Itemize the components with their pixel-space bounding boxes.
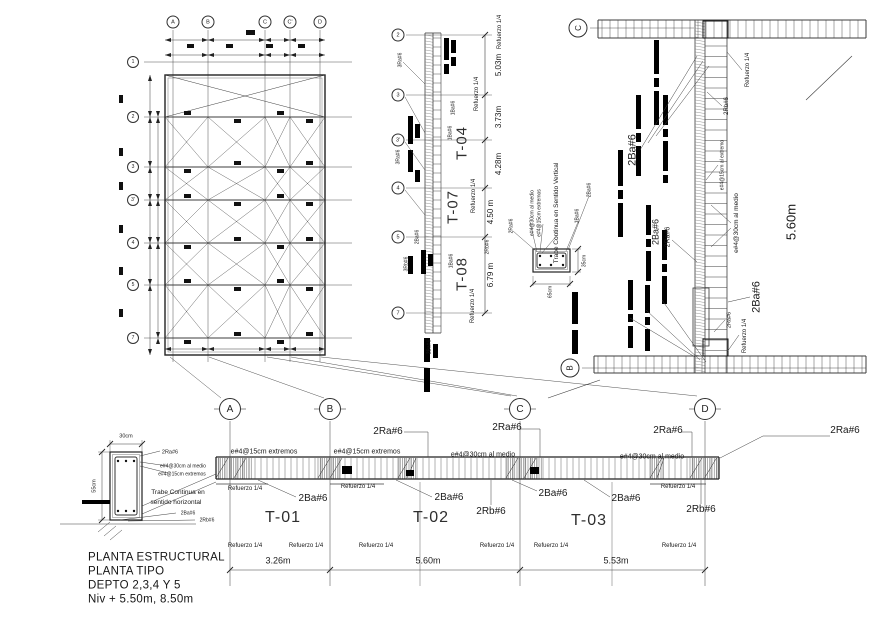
rebar-label: 1Ba#6 [447,125,454,141]
stirrup-note: e#4@30cm al medio [732,193,740,253]
grid-bubble-row-2: 2 [127,111,139,123]
rebar-label: 2Ba#6 [298,493,328,504]
rebar-label: 2Ra#6 [653,425,683,436]
stirrup-note: e#4@15cm extremos [333,448,401,456]
span-dim: 5.60m [415,555,441,566]
refuerzo-note: Refuerzo 1/4 [661,543,697,549]
refuerzo-note: Refuerzo 1/4 [288,543,324,549]
drawing-title-line-2: PLANTA TIPO [88,565,165,578]
grid-bubble-col-cp: C' [284,16,297,29]
section-dim-height: 55cm [91,479,98,493]
mid-bubble-4: 4 [392,182,405,195]
refuerzo-note: Refuerzo 1/4 [470,288,476,324]
rebar-label: 2Ba#6 [434,492,464,503]
section-dim-height: 65cm [547,285,554,299]
refuerzo-note: Refuerzo 1/4 [227,486,263,492]
rebar-label: 2Ba#6 [414,229,421,245]
span-dim: 4.50 m [486,199,495,225]
stirrup-note: e#4@15cm extremos [158,471,206,478]
beam-name-t02: T-02 [412,509,450,526]
grid-bubble-b: B [319,398,341,420]
rebar-label: 2Rb#6 [724,97,730,115]
rebar-label: 2Rb#6 [686,504,716,515]
span-dim: 3.26m [265,555,291,566]
rebar-label: 2Ra#6 [664,226,672,248]
refuerzo-note: Refuerzo 1/4 [533,543,569,549]
rebar-label: 3Rb#6 [403,256,410,272]
beam-name-t04: T-04 [453,125,471,161]
rebar-label: 1Ba#6 [574,208,581,224]
span-dim: 4.28m [494,152,503,176]
stirrup-note: e#4@15cm extremos [536,189,543,237]
rebar-label: 2Ba#6 [180,510,196,517]
rebar-label: 2Ra#6 [161,449,179,456]
mid-bubble-7: 7 [392,307,405,320]
rebar-label: 2Rb#6 [484,239,491,255]
section-dim-width: 35cm [581,254,588,268]
refuerzo-note: Refuerzo 1/4 [474,76,480,112]
rebar-label: 2Ba#6 [538,488,568,499]
stirrup-note: e#4@15cm extremos [230,448,298,456]
mid-bubble-3: 3 [392,89,405,102]
rebar-label: 1Ba#6 [450,100,457,116]
refuerzo-note: Refuerzo 1/4 [358,543,394,549]
grid-bubble-col-c: C [259,16,272,29]
refuerzo-note: Refuerzo 1/4 [745,52,751,88]
grid-bubble-row-3: 3 [127,161,139,173]
rebar-label: 1Ba#6 [448,253,455,269]
drawing-title-line-4: Niv + 5.50m, 8.50m [88,593,194,606]
rebar-label: 2Ra#6 [830,425,860,436]
rebar-label: 2Ba#6 [626,134,639,166]
rebar-label: 3Ra#6 [397,52,404,68]
rebar-label: 2Rb#6 [476,506,506,517]
mid-bubble-5: 5 [392,231,405,244]
grid-bubble-row-3p: 3' [127,194,139,206]
section-title-vertical: Trabe Continua en Sentido Vertical [552,162,560,264]
refuerzo-note: Refuerzo 1/4 [742,318,748,354]
rebar-label: 2Ra#6 [492,422,522,433]
span-dim: 5.53m [603,555,629,566]
grid-bubble-row-4: 4 [127,237,139,249]
span-dim: 6.79 m [486,262,495,288]
mid-bubble-3p: 3' [392,134,405,147]
grid-bubble-col-d: D [314,16,327,29]
stirrup-note: e#4@30cm al medio [160,463,206,470]
stirrup-note: e#4@30cm al medio [619,453,685,461]
rebar-label: 2Ba#6 [611,493,641,504]
grid-bubble-row-7: 7 [127,332,139,344]
refuerzo-note: Refuerzo 1/4 [227,543,263,549]
stirrup-note: e#4@15cm al extremo [719,139,726,191]
beam-name-t07: T-07 [444,189,462,225]
grid-bubble-right-top: C [569,19,588,38]
grid-bubble-right-bottom: B [561,359,580,378]
grid-bubble-col-b: B [202,16,215,29]
grid-bubble-a: A [219,398,241,420]
refuerzo-note: Refuerzo 1/4 [471,178,477,214]
rebar-label: 3Ra#6 [395,149,402,165]
rebar-label: 2Rb#6 [199,517,215,524]
beam-name-t08: T-08 [453,256,471,292]
beam-name-t03: T-03 [570,512,608,529]
beam-name-t01: T-01 [264,509,302,526]
stirrup-note: e#4@30cm al medio [529,190,536,236]
section-dim-width: 30cm [119,433,133,440]
span-dim: 5.03m [494,53,503,77]
section-title-horizontal: Trabe Continua en [151,488,205,496]
rebar-label: 2Ra#6 [373,426,403,437]
rebar-label: 2Ba#6 [750,281,763,313]
refuerzo-note: Refuerzo 1/4 [479,543,515,549]
refuerzo-note: Refuerzo 1/4 [660,484,696,490]
refuerzo-note: Refuerzo 1/4 [497,14,503,50]
refuerzo-note: Refuerzo 1/4 [340,484,376,490]
rebar-label: 2Ba#6 [586,182,593,198]
rebar-label: 2Ra#6 [726,311,733,329]
grid-bubble-col-a: A [167,16,180,29]
rebar-label: 2Ba#6 [650,218,661,246]
grid-bubble-d: D [694,398,716,420]
rebar-label: 2Ba#6 [426,339,433,355]
stirrup-note: e#4@30cm al medio [450,451,516,459]
drawing-title-line-1: PLANTA ESTRUCTURAL [88,551,225,564]
grid-bubble-row-5: 5 [127,279,139,291]
rebar-label: 2Ra#6 [508,218,515,234]
height-dim: 5.60m [783,203,799,241]
grid-bubble-c: C [509,398,531,420]
span-dim: 3.73m [494,105,503,129]
grid-bubble-row-1: 1 [127,56,139,68]
section-title-horizontal: sentido horizontal [150,498,202,506]
drawing-title-line-3: DEPTO 2,3,4 Y 5 [88,579,181,592]
mid-bubble-2: 2 [392,29,405,42]
